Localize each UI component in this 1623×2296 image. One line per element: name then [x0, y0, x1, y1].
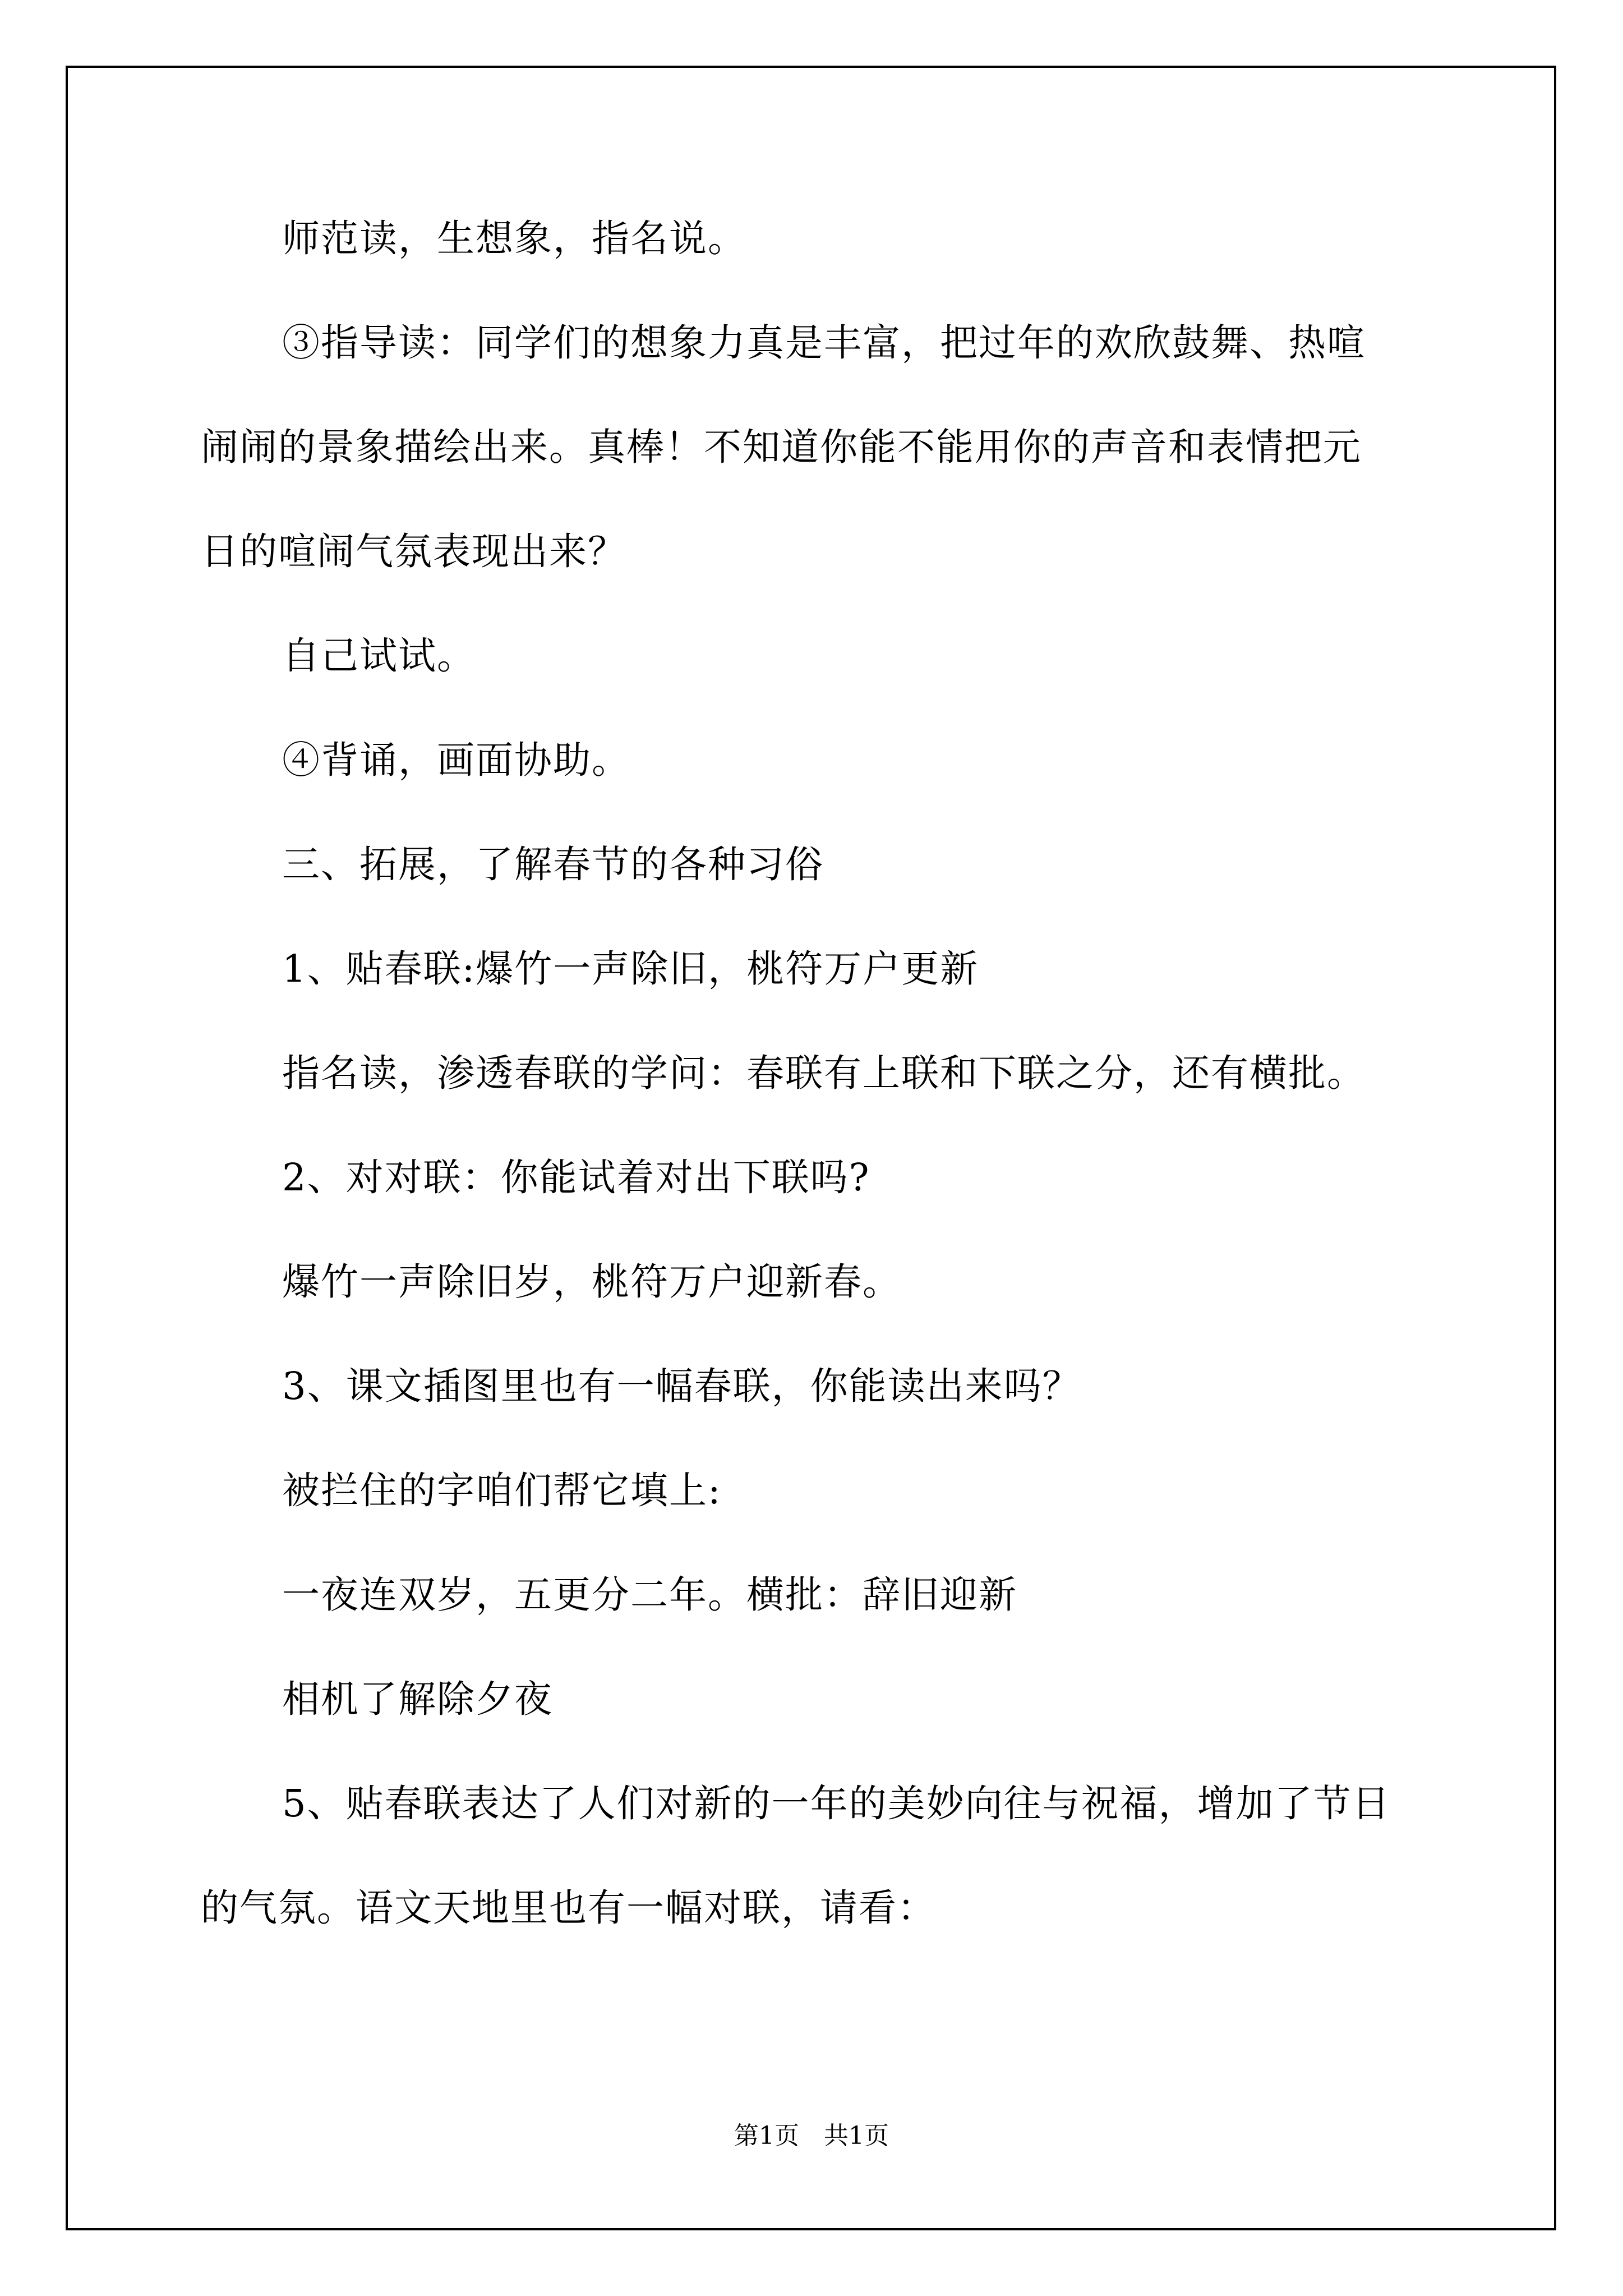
paragraph-1: 师范读，生想象，指名说。 [282, 217, 746, 260]
paragraph-9: 爆竹一声除旧岁，桃符万户迎新春。 [282, 1260, 901, 1304]
page-number-footer: 第1页 共1页 [734, 2122, 889, 2150]
paragraph-10: 3、课文插图里也有一幅春联，你能读出来吗？ [282, 1364, 1081, 1408]
paragraph-6: 1、贴春联:爆竹一声除旧，桃符万户更新 [282, 947, 979, 991]
paragraph-2-line-3: 日的喧闹气氛表现出来？ [201, 530, 626, 573]
paragraph-4: ④背诵，画面协助。 [282, 738, 630, 782]
paragraph-2-line-2: 闹闹的景象描绘出来。真棒！不知道你能不能用你的声音和表情把元 [201, 425, 1362, 469]
paragraph-5: 三、拓展，了解春节的各种习俗 [282, 843, 824, 886]
paragraph-7: 指名读，渗透春联的学问：春联有上联和下联之分，还有横批。 [282, 1051, 1366, 1095]
paragraph-2-line-1: ③指导读：同学们的想象力真是丰富，把过年的欢欣鼓舞、热喧 [282, 321, 1366, 365]
paragraph-14-line-2: 的气氛。语文天地里也有一幅对联，请看： [201, 1886, 936, 1930]
paragraph-14-line-1: 5、贴春联表达了人们对新的一年的美妙向往与祝福，增加了节日 [282, 1782, 1391, 1825]
paragraph-12: 一夜连双岁，五更分二年。横批：辞旧迎新 [282, 1573, 1017, 1617]
paragraph-11: 被拦住的字咱们帮它填上: [282, 1469, 722, 1512]
paragraph-8: 2、对对联：你能试着对出下联吗? [282, 1156, 870, 1199]
paragraph-3: 自己试试。 [282, 634, 476, 678]
paragraph-13: 相机了解除夕夜 [282, 1677, 553, 1721]
